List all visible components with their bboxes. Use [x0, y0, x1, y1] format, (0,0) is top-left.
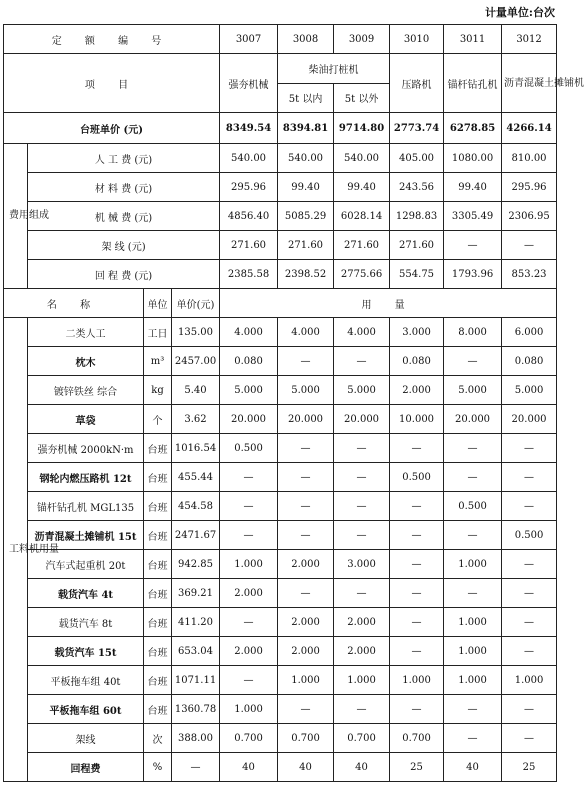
- item-name: 锚杆钻孔机 MGL135: [28, 492, 144, 521]
- item-value: 1.000: [502, 666, 557, 695]
- base-price-row: [4, 113, 557, 144]
- code-cell: 3011: [444, 25, 502, 54]
- fee-row: [4, 260, 557, 289]
- fee-row: [4, 202, 557, 231]
- item-value: —: [502, 724, 557, 753]
- item-row: [4, 695, 557, 724]
- item-row: [4, 753, 557, 782]
- fee-value: 6028.14: [334, 202, 390, 231]
- code-cell: 3012: [502, 25, 557, 54]
- item-value: —: [220, 608, 278, 637]
- fee-name: 机 械 费 (元): [28, 202, 220, 231]
- item-value: 2.000: [278, 550, 334, 579]
- col-header-unit: 单位: [144, 289, 172, 318]
- item-value: —: [334, 347, 390, 376]
- item-value: 0.700: [390, 724, 444, 753]
- item-name: 架线: [28, 724, 144, 753]
- item-value: 0.700: [220, 724, 278, 753]
- item-unit: m³: [144, 347, 172, 376]
- fee-value: 271.60: [220, 231, 278, 260]
- item-value: —: [278, 347, 334, 376]
- fee-value: 1080.00: [444, 144, 502, 173]
- item-value: 20.000: [334, 405, 390, 434]
- item-value: —: [220, 666, 278, 695]
- fee-value: 405.00: [390, 144, 444, 173]
- item-price: 369.21: [172, 579, 220, 608]
- item-value: 1.000: [220, 550, 278, 579]
- item-unit: 台班: [144, 492, 172, 521]
- item-value: 20.000: [444, 405, 502, 434]
- item-value: 1.000: [334, 666, 390, 695]
- item-value: —: [502, 550, 557, 579]
- item-value: —: [390, 550, 444, 579]
- quota-table: [3, 24, 584, 782]
- item-name: 枕木: [28, 347, 144, 376]
- item-row: [4, 463, 557, 492]
- item-value: —: [390, 637, 444, 666]
- item-value: —: [390, 608, 444, 637]
- col-name: 强夯机械: [220, 54, 278, 113]
- item-value: 20.000: [502, 405, 557, 434]
- item-value: 5.000: [444, 376, 502, 405]
- item-value: 20.000: [220, 405, 278, 434]
- item-value: 5.000: [502, 376, 557, 405]
- item-value: 40: [220, 753, 278, 782]
- item-value: 6.000: [502, 318, 557, 347]
- item-row: [4, 521, 557, 550]
- item-value: 2.000: [334, 637, 390, 666]
- item-value: —: [278, 463, 334, 492]
- item-value: —: [444, 579, 502, 608]
- item-unit: 台班: [144, 434, 172, 463]
- item-row: [4, 492, 557, 521]
- item-value: 1.000: [444, 550, 502, 579]
- fee-value: 853.23: [502, 260, 557, 289]
- item-value: —: [334, 579, 390, 608]
- item-value: —: [278, 695, 334, 724]
- code-row: [4, 25, 557, 54]
- code-label: 定 额 编 号: [4, 25, 220, 54]
- base-price-label: 台班单价 (元): [4, 113, 220, 144]
- item-price: 1016.54: [172, 434, 220, 463]
- fee-value: 271.60: [278, 231, 334, 260]
- item-value: 1.000: [444, 608, 502, 637]
- item-value: —: [278, 434, 334, 463]
- sub-name: 5t 以内: [278, 83, 334, 113]
- item-row: [4, 579, 557, 608]
- fee-value: 99.40: [334, 173, 390, 202]
- item-name: 载货汽车 4t: [28, 579, 144, 608]
- fee-value: 271.60: [334, 231, 390, 260]
- fee-value: 2385.58: [220, 260, 278, 289]
- item-row: [4, 637, 557, 666]
- item-unit: 台班: [144, 463, 172, 492]
- fee-value: 554.75: [390, 260, 444, 289]
- unit-note: 计量单位:台次: [484, 6, 555, 19]
- item-value: 0.080: [220, 347, 278, 376]
- item-value: 8.000: [444, 318, 502, 347]
- fee-row: [4, 144, 557, 173]
- item-value: 1.000: [278, 666, 334, 695]
- item-name: 载货汽车 8t: [28, 608, 144, 637]
- item-value: 5.000: [220, 376, 278, 405]
- fee-value: 540.00: [278, 144, 334, 173]
- sub-name: 5t 以外: [334, 83, 390, 113]
- item-value: 2.000: [278, 637, 334, 666]
- item-name: 沥青混凝土摊铺机 15t: [28, 521, 144, 550]
- fee-value: 1298.83: [390, 202, 444, 231]
- item-unit: 工日: [144, 318, 172, 347]
- item-value: —: [220, 463, 278, 492]
- item-row: [4, 434, 557, 463]
- item-value: —: [444, 347, 502, 376]
- fee-name: 回 程 费 (元): [28, 260, 220, 289]
- base-price-value: 9714.80: [334, 113, 390, 144]
- item-value: —: [278, 492, 334, 521]
- item-name: 回程费: [28, 753, 144, 782]
- item-row: [4, 405, 557, 434]
- code-cell: 3009: [334, 25, 390, 54]
- item-value: 0.080: [502, 347, 557, 376]
- item-name: 镀锌铁丝 综合: [28, 376, 144, 405]
- col-name: 锚杆钻孔机: [444, 54, 502, 113]
- item-value: —: [502, 579, 557, 608]
- item-value: 25: [390, 753, 444, 782]
- item-unit: 台班: [144, 608, 172, 637]
- item-value: 0.700: [278, 724, 334, 753]
- fee-value: 243.56: [390, 173, 444, 202]
- fee-value: 1793.96: [444, 260, 502, 289]
- item-price: 455.44: [172, 463, 220, 492]
- item-value: —: [220, 492, 278, 521]
- item-unit: 次: [144, 724, 172, 753]
- fee-value: 2775.66: [334, 260, 390, 289]
- item-value: —: [502, 637, 557, 666]
- base-price-value: 2773.74: [390, 113, 444, 144]
- item-value: 40: [278, 753, 334, 782]
- base-price-value: 6278.85: [444, 113, 502, 144]
- item-value: 1.000: [390, 666, 444, 695]
- item-value: 4.000: [278, 318, 334, 347]
- col-header-qty: 用 量: [220, 289, 557, 318]
- fee-name: 材 料 费 (元): [28, 173, 220, 202]
- item-header-row: [4, 54, 557, 84]
- item-value: —: [390, 579, 444, 608]
- item-price: 1071.11: [172, 666, 220, 695]
- item-value: 40: [444, 753, 502, 782]
- item-value: 0.500: [220, 434, 278, 463]
- item-value: —: [502, 463, 557, 492]
- base-price-value: 8394.81: [278, 113, 334, 144]
- fee-group-label: 费用组成: [4, 144, 28, 289]
- item-value: —: [502, 695, 557, 724]
- col-header-price: 单价(元): [172, 289, 220, 318]
- item-name: 强夯机械 2000kN·m: [28, 434, 144, 463]
- fee-value: 810.00: [502, 144, 557, 173]
- item-name: 载货汽车 15t: [28, 637, 144, 666]
- item-name: 平板拖车组 40t: [28, 666, 144, 695]
- item-value: 0.700: [334, 724, 390, 753]
- item-price: 388.00: [172, 724, 220, 753]
- base-price-value: 8349.54: [220, 113, 278, 144]
- fee-value: 2398.52: [278, 260, 334, 289]
- fee-value: 3305.49: [444, 202, 502, 231]
- item-price: 5.40: [172, 376, 220, 405]
- fee-value: —: [444, 231, 502, 260]
- item-value: 1.000: [220, 695, 278, 724]
- item-row: [4, 318, 557, 347]
- item-value: 0.500: [502, 521, 557, 550]
- item-value: —: [334, 434, 390, 463]
- item-value: 1.000: [444, 637, 502, 666]
- item-value: —: [502, 434, 557, 463]
- fee-row: [4, 173, 557, 202]
- item-value: 4.000: [334, 318, 390, 347]
- item-price: 3.62: [172, 405, 220, 434]
- item-value: —: [390, 695, 444, 724]
- item-value: 2.000: [334, 608, 390, 637]
- item-value: —: [220, 521, 278, 550]
- item-label: 项 目: [4, 54, 220, 113]
- item-price: 2457.00: [172, 347, 220, 376]
- item-unit: 台班: [144, 666, 172, 695]
- fee-value: 540.00: [220, 144, 278, 173]
- item-value: —: [390, 521, 444, 550]
- item-unit: 台班: [144, 579, 172, 608]
- item-value: —: [502, 492, 557, 521]
- item-price: 454.58: [172, 492, 220, 521]
- item-price: 2471.67: [172, 521, 220, 550]
- item-row: [4, 608, 557, 637]
- item-unit: 个: [144, 405, 172, 434]
- item-value: 40: [334, 753, 390, 782]
- fee-value: —: [502, 231, 557, 260]
- consumption-group-label: 工料机用量: [4, 318, 28, 782]
- item-value: —: [444, 463, 502, 492]
- item-unit: 台班: [144, 550, 172, 579]
- item-unit: %: [144, 753, 172, 782]
- item-value: —: [334, 521, 390, 550]
- item-row: [4, 347, 557, 376]
- item-value: 2.000: [390, 376, 444, 405]
- item-row: [4, 376, 557, 405]
- item-value: 20.000: [278, 405, 334, 434]
- item-value: —: [278, 579, 334, 608]
- item-name: 二类人工: [28, 318, 144, 347]
- item-unit: 台班: [144, 637, 172, 666]
- item-value: 2.000: [220, 579, 278, 608]
- item-value: —: [444, 695, 502, 724]
- item-value: —: [390, 434, 444, 463]
- item-value: 2.000: [278, 608, 334, 637]
- col-header-name: 名 称: [4, 289, 144, 318]
- fee-value: 540.00: [334, 144, 390, 173]
- item-value: 5.000: [278, 376, 334, 405]
- item-value: 1.000: [444, 666, 502, 695]
- fee-value: 5085.29: [278, 202, 334, 231]
- item-price: 1360.78: [172, 695, 220, 724]
- col-name: 沥青混凝土摊铺机: [502, 54, 557, 113]
- fee-value: 2306.95: [502, 202, 557, 231]
- item-value: 2.000: [220, 637, 278, 666]
- item-unit: kg: [144, 376, 172, 405]
- item-value: 5.000: [334, 376, 390, 405]
- col-name: 柴油打桩机: [278, 54, 390, 84]
- item-value: —: [278, 521, 334, 550]
- item-price: —: [172, 753, 220, 782]
- item-value: 10.000: [390, 405, 444, 434]
- item-value: —: [334, 492, 390, 521]
- item-value: 25: [502, 753, 557, 782]
- consumption-header-row: [4, 289, 557, 318]
- item-value: —: [390, 492, 444, 521]
- item-unit: 台班: [144, 521, 172, 550]
- fee-value: 99.40: [444, 173, 502, 202]
- item-price: 653.04: [172, 637, 220, 666]
- item-name: 钢轮内燃压路机 12t: [28, 463, 144, 492]
- code-cell: 3008: [278, 25, 334, 54]
- item-value: 0.080: [390, 347, 444, 376]
- item-name: 平板拖车组 60t: [28, 695, 144, 724]
- fee-value: 99.40: [278, 173, 334, 202]
- item-price: 411.20: [172, 608, 220, 637]
- item-unit: 台班: [144, 695, 172, 724]
- item-name: 草袋: [28, 405, 144, 434]
- fee-value: 295.96: [220, 173, 278, 202]
- fee-value: 4856.40: [220, 202, 278, 231]
- item-value: 3.000: [390, 318, 444, 347]
- item-value: —: [334, 695, 390, 724]
- fee-row: [4, 231, 557, 260]
- item-row: [4, 666, 557, 695]
- code-cell: 3010: [390, 25, 444, 54]
- item-name: 汽车式起重机 20t: [28, 550, 144, 579]
- fee-name: 人 工 费 (元): [28, 144, 220, 173]
- fee-value: 271.60: [390, 231, 444, 260]
- fee-name: 架 线 (元): [28, 231, 220, 260]
- item-value: 0.500: [444, 492, 502, 521]
- item-value: —: [444, 521, 502, 550]
- item-price: 135.00: [172, 318, 220, 347]
- item-value: 4.000: [220, 318, 278, 347]
- item-row: [4, 550, 557, 579]
- item-value: 3.000: [334, 550, 390, 579]
- col-name: 压路机: [390, 54, 444, 113]
- base-price-value: 4266.14: [502, 113, 557, 144]
- item-price: 942.85: [172, 550, 220, 579]
- item-value: —: [444, 724, 502, 753]
- item-value: —: [444, 434, 502, 463]
- item-value: 0.500: [390, 463, 444, 492]
- item-row: [4, 724, 557, 753]
- code-cell: 3007: [220, 25, 278, 54]
- item-value: —: [334, 463, 390, 492]
- fee-value: 295.96: [502, 173, 557, 202]
- item-value: —: [502, 608, 557, 637]
